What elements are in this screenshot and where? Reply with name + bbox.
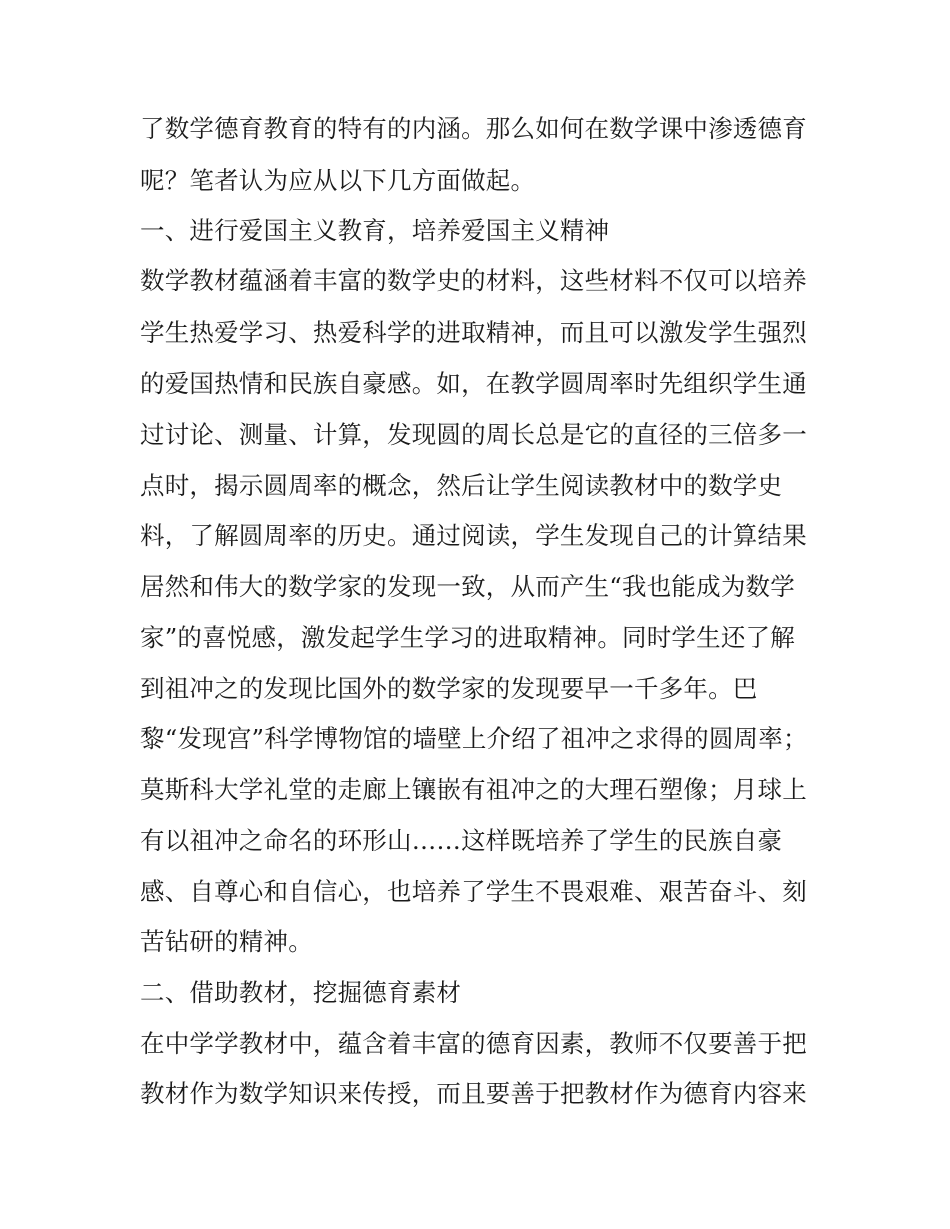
text-line: 家”的喜悦感，激发起学生学习的进取精神。同时学生还了解 <box>140 623 795 652</box>
text-line: 感、自尊心和自信心，也培养了学生不畏艰难、艰苦奋斗、刻 <box>140 877 807 906</box>
text-line: 到祖冲之的发现比国外的数学家的发现要早一千多年。巴 <box>140 674 758 703</box>
text-line: 在中学学教材中，蕴含着丰富的德育因素，教师不仅要善于把 <box>140 1029 807 1058</box>
text-line: 料，了解圆周率的历史。通过阅读，学生发现自己的计算结果 <box>140 521 807 550</box>
section-heading: 一、进行爱国主义教育，培养爱国主义精神 <box>140 216 610 245</box>
text-line: 过讨论、测量、计算，发现圆的周长总是它的直径的三倍多一 <box>140 420 807 449</box>
text-line: 了数学德育教育的特有的内涵。那么如何在数学课中渗透德育 <box>140 114 807 143</box>
text-line: 数学教材蕴涵着丰富的数学史的材料，这些材料不仅可以培养 <box>140 266 807 295</box>
text-line: 居然和伟大的数学家的发现一致，从而产生“我也能成为数学 <box>140 572 795 601</box>
text-line: 苦钻研的精神。 <box>140 927 313 956</box>
text-line: 教材作为数学知识来传授，而且要善于把教材作为德育内容来 <box>140 1079 807 1108</box>
text-line: 的爱国热情和民族自豪感。如，在教学圆周率时先组织学生通 <box>140 369 807 398</box>
text-line: 学生热爱学习、热爱科学的进取精神，而且可以激发学生强烈 <box>140 318 807 347</box>
text-line: 有以祖冲之命名的环形山……这样既培养了学生的民族自豪 <box>140 826 783 855</box>
text-line: 呢？笔者认为应从以下几方面做起。 <box>140 166 536 195</box>
text-line: 莫斯科大学礼堂的走廊上镶嵌有祖冲之的大理石塑像；月球上 <box>140 775 807 804</box>
text-line: 点时，揭示圆周率的概念，然后让学生阅读教材中的数学史 <box>140 471 783 500</box>
text-line: 黎“发现宫”科学博物馆的墙壁上介绍了祖冲之求得的圆周率； <box>140 724 808 753</box>
section-heading: 二、借助教材，挖掘德育素材 <box>140 978 462 1007</box>
